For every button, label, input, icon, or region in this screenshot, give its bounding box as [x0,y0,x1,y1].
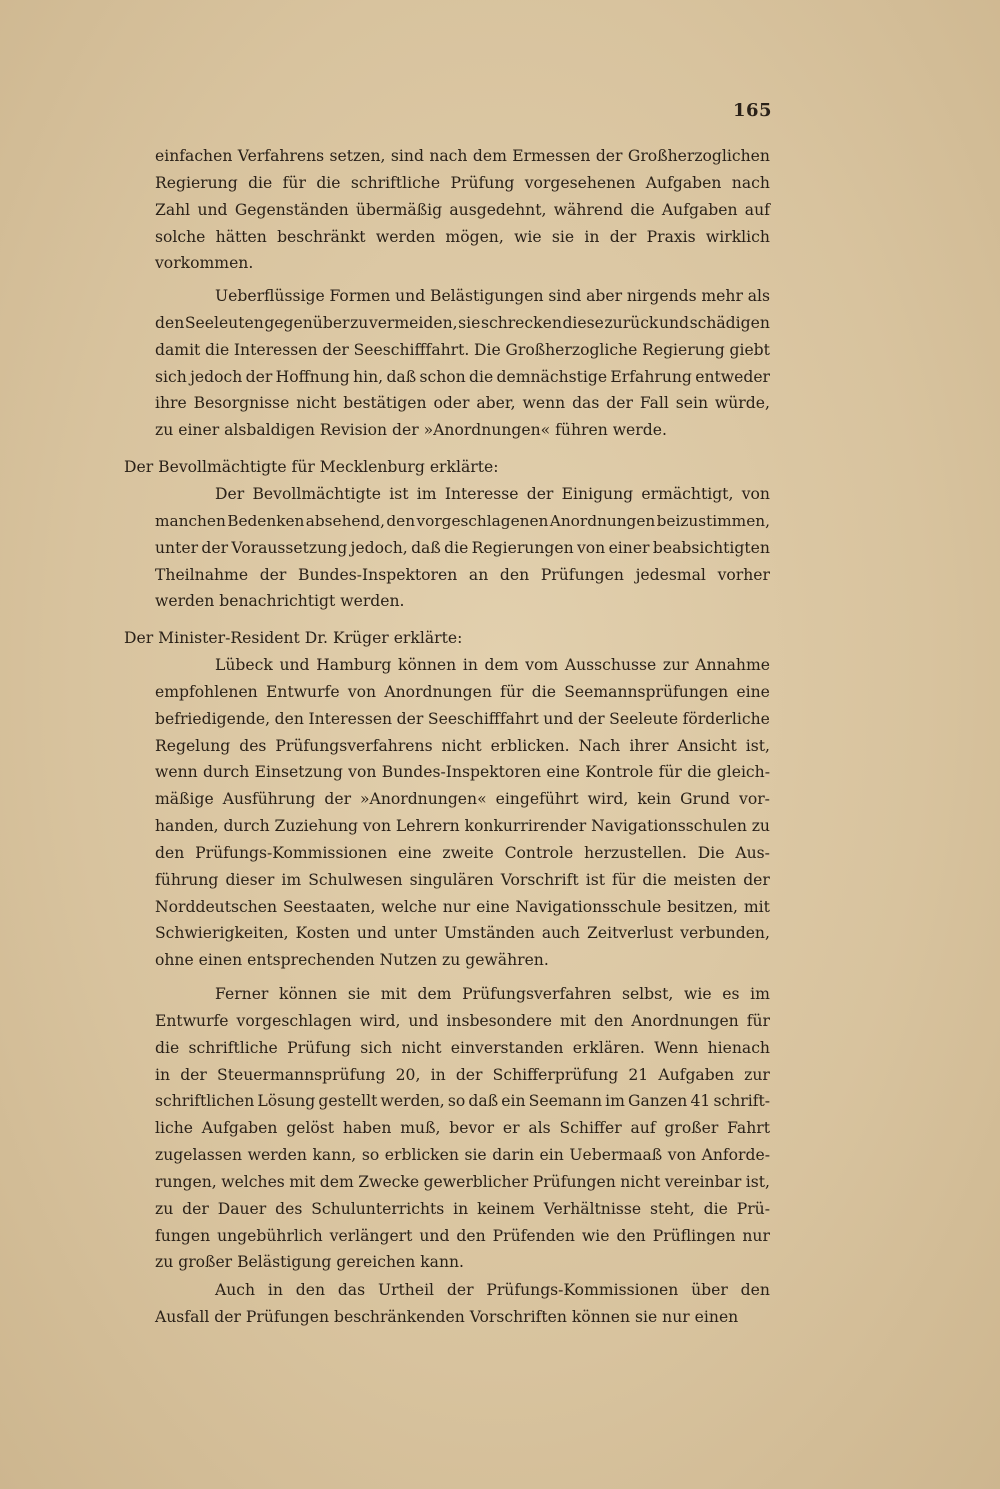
text-line: fungen ungebührlich verlängert und den Prüfenden wie den Prüflingen nur [155,1226,770,1245]
text-line: ohne einen entsprechenden Nutzen zu gewähren. [155,951,549,970]
text-line: Theilnahme der Bundes-Inspektoren an den Prüfungen jedesmal vorher [155,565,770,584]
text-line: werden benachrichtigt werden. [155,592,405,611]
text-line: die schriftliche Prüfung sich nicht einverstanden erklären. Wenn hienach [155,1038,770,1057]
text-line: Entwurfe vorgeschlagen wird, und insbesondere mit den Anordnungen für [155,1011,770,1030]
text-line: handen, durch Zuziehung von Lehrern konkurrirender Navigationsschulen zu [155,817,770,836]
heading-krueger: Der Minister-Resident Dr. Krüger erklärte: [124,629,463,647]
text-line: mäßige Ausführung der »Anordnungen« eingeführt wird, kein Grund vor- [155,790,770,809]
text-line: Auch in den das Urtheil der Prüfungs-Kommissionen über den [215,1281,770,1299]
text-line: in der Steuermannsprüfung 20, in der Schifferprüfung 21 Aufgaben zur [155,1065,770,1084]
text-line: Norddeutschen Seestaaten, welche nur eine Navigationsschule besitzen, mit [155,897,770,916]
para-1 [155,143,770,277]
text-line: führung dieser im Schulwesen singulären Vorschrift ist für die meisten der [155,870,770,889]
text-line: ihre Besorgnisse nicht bestätigen oder aber, wenn das der Fall sein würde, [155,394,770,413]
text-line: Der Bevollmächtigte ist im Interesse der Einigung ermächtigt, von [215,485,770,503]
text-line: Ueberflüssige Formen und Belästigungen sind aber nirgends mehr als [215,287,770,305]
page-number: 165 [733,100,773,121]
text-line: Lübeck und Hamburg können in dem vom Ausschusse zur Annahme [215,656,770,674]
text-line: Regierung die für die schriftliche Prüfung vorgesehenen Aufgaben nach [155,173,770,192]
text-line: unter der Voraussetzung jedoch, daß die Regierungen von einer beabsichtigten [155,538,770,557]
text-line: empfohlenen Entwurfe von Anordnungen für die Seemannsprüfungen eine [155,682,770,701]
para-5 [155,981,770,1276]
para-2 [155,283,770,444]
para-4 [155,652,770,974]
text-line: Schwierigkeiten, Kosten und unter Umständen auch Zeitverlust verbunden, [155,924,770,943]
text-line: zu einer alsbaldigen Revision der »Anordnungen« führen werde. [155,421,667,440]
text-line: zugelassen werden kann, so erblicken sie darin ein Uebermaaß von Anforde- [155,1146,770,1165]
text-line: Ausfall der Prüfungen beschränkenden Vorschriften können sie nur einen [155,1307,739,1326]
text-line: Regelung des Prüfungsverfahrens nicht erblicken. Nach ihrer Ansicht ist, [155,736,770,755]
text-line: rungen, welches mit dem Zwecke gewerblicher Prüfungen nicht vereinbar ist, [155,1172,770,1191]
text-line: zu großer Belästigung gereichen kann. [155,1253,465,1272]
text-line: Ferner können sie mit dem Prüfungsverfahren selbst, wie es im [215,985,770,1003]
para-6 [155,1277,770,1331]
text-line: zu der Dauer des Schulunterrichts in keinem Verhältnisse steht, die Prü- [155,1199,770,1218]
text-line: sich jedoch der Hoffnung hin, daß schon die demnächstige Erfahrung entweder [155,367,770,386]
text-line: vorkommen. [155,254,254,273]
text-line: den Prüfungs-Kommissionen eine zweite Controle herzustellen. Die Aus- [155,843,770,862]
text-line: den Seeleuten gegenüber zu vermeiden, sie schrecken diese zurück und schädigen [155,313,770,332]
text-line: Zahl und Gegenständen übermäßig ausgedehnt, während die Aufgaben auf [155,200,770,219]
text-line: befriedigende, den Interessen der Seeschifffahrt und der Seeleute förderliche [155,709,770,728]
heading-mecklenburg: Der Bevollmächtigte für Mecklenburg erklärte: [124,458,499,476]
para-3 [155,481,770,615]
text-line: manchen Bedenken absehend, den vorgeschlagenen Anordnungen beizustimmen, [155,511,770,530]
text-line: einfachen Verfahrens setzen, sind nach dem Ermessen der Großherzoglichen [155,147,770,165]
text-line: schriftlichen Lösung gestellt werden, so daß ein Seemann im Ganzen 41 schrift- [155,1092,770,1111]
text-line: damit die Interessen der Seeschifffahrt. Die Großherzogliche Regierung giebt [155,340,770,359]
text-line: solche hätten beschränkt werden mögen, wie sie in der Praxis wirklich [155,227,770,246]
text-line: wenn durch Einsetzung von Bundes-Inspektoren eine Kontrole für die gleich- [155,763,770,782]
text-line: liche Aufgaben gelöst haben muß, bevor er als Schiffer auf großer Fahrt [155,1119,770,1138]
